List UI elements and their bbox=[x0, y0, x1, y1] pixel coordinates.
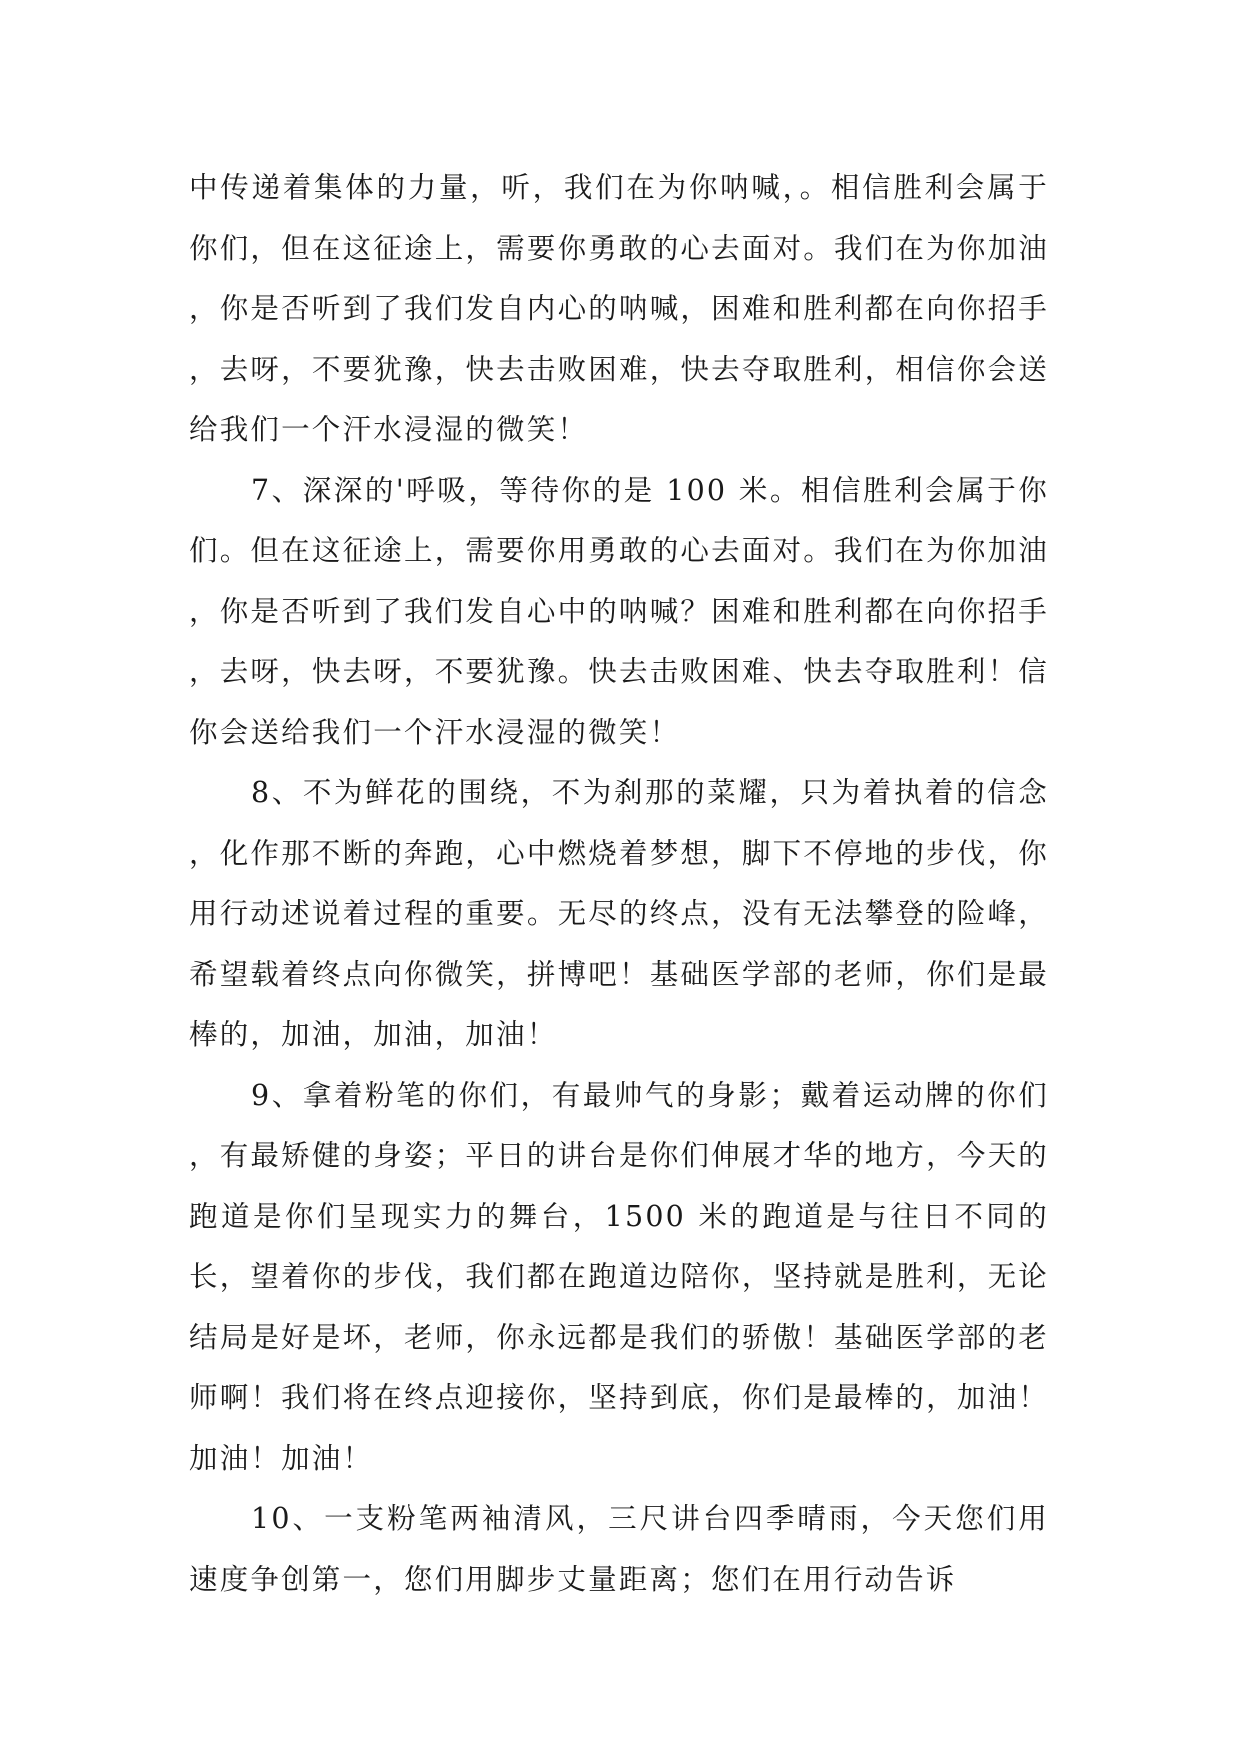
paragraph-item-9: 9、拿着粉笔的你们，有最帅气的身影；戴着运动牌的你们，有最矫健的身姿；平日的讲台是你们伸展才华的地方，今天的跑道是你们呈现实力的舞台，1500 米的跑道是与往日不同的长，望着你的步伐，我们都在跑道边陪你，坚持就是胜利，无论结局是好是坏，老师，你永远都是我们的骄傲！基础医学部的老师啊！我们将在终点迎接你，坚持到底，你们是最棒的，加油！加油！加油！ bbox=[189, 1078, 1049, 1475]
paragraph-item-10: 10、一支粉笔两袖清风，三尺讲台四季晴雨，今天您们用速度争创第一，您们用脚步丈量距离；您们在用行动告诉 bbox=[189, 1502, 1049, 1596]
paragraph-continuation: 中传递着集体的力量，听，我们在为你呐喊，。相信胜利会属于你们，但在这征途上，需要你勇敢的心去面对。我们在为你加油，你是否听到了我们发自内心的呐喊，困难和胜利都在向你招手，去呀，不要犹豫，快去击败困难，快去夺取胜利，相信你会送给我们一个汗水浸湿的微笑！ bbox=[189, 171, 1049, 446]
paragraph-item-8: 8、不为鲜花的围绕，不为刹那的菜耀，只为着执着的信念，化作那不断的奔跑，心中燃烧着梦想，脚下不停地的步伐，你用行动述说着过程的重要。无尽的终点，没有无法攀登的险峰，希望载着终点向你微笑，拼博吧！基础医学部的老师，你们是最棒的，加油，加油，加油！ bbox=[189, 776, 1049, 1051]
document-body bbox=[189, 158, 1049, 1610]
paragraph-item-7: 7、深深的'呼吸，等待你的是 100 米。相信胜利会属于你们。但在这征途上，需要你用勇敢的心去面对。我们在为你加油，你是否听到了我们发自心中的呐喊？困难和胜利都在向你招手，去呀，快去呀，不要犹豫。快去击败困难、快去夺取胜利！信你会送给我们一个汗水浸湿的微笑！ bbox=[189, 473, 1049, 749]
